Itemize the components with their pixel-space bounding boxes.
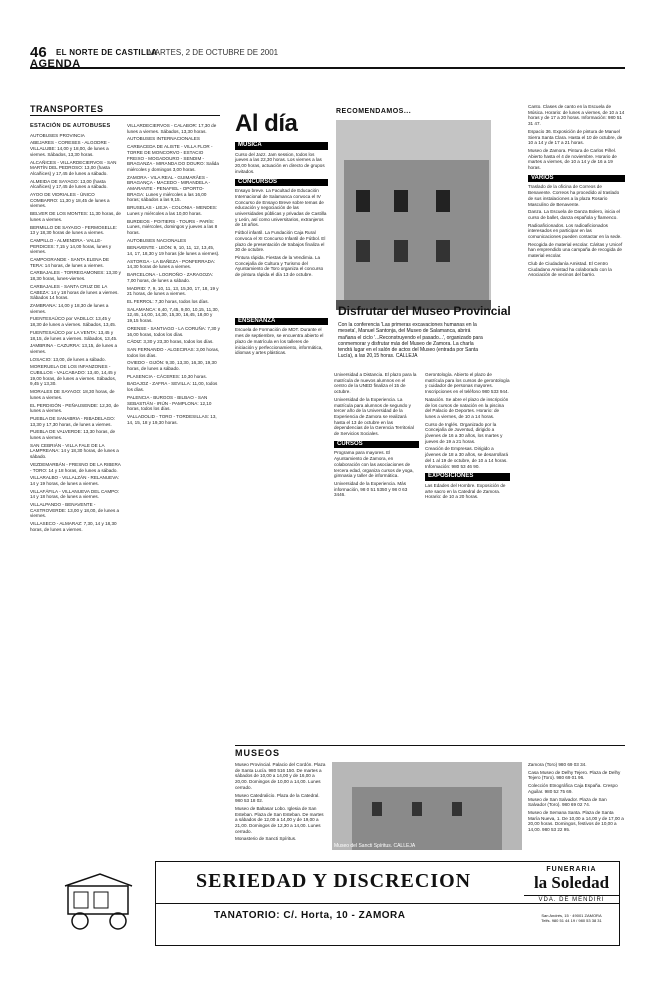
transportes-column-2 <box>127 123 220 427</box>
museo-item: Zamora (Toro) 980 69 03 34. <box>528 762 587 767</box>
transport-entry: BERMILLO DE SAYAGO - FERMOSELLE: 13 y 18,30 horas de lunes a viernes. <box>30 224 118 236</box>
transport-entry: ORENSE - SANTIAGO - LA CORUÑA: 7,30 y 16,00 horas, todos los días. <box>127 325 220 337</box>
aldia-title: Al día <box>235 110 298 137</box>
concursos-entry-1: Ensayo breve. La Facultad de Educación Internacional de Salamanca convoca el IV Concurso de Ensayo Breve sobre temas de educación y negociación de las universidades públicas y privadas de Castilla y León, así como universitarios, extranjeros de 18 años. <box>235 188 327 228</box>
hearse-icon <box>60 866 140 936</box>
transport-entry: ZAMORA - VILA REAL - GUIMARÃES - BRAGANÇA - MACEDO - MIRANDELA - AMARANTE - PENAFIEL - OPORTO-BRAGA: Lunes y miércoles a las 16,00 horas; sábados a las 9,15. <box>127 174 211 203</box>
transport-entry: VILLASECO - ALMARAZ: 7,30, 14 y 18,30 horas, de lunes a viernes. <box>30 521 117 532</box>
recomendamos-caption: Con la conferencia 'Las primeras excavaciones humanas en la meseta', Manuel Santonja, del Museo de Salamanca, abrirá mañana el ciclo '...Reconstruyendo el pasado...', organizado para conmemorar y disfrutar más del Museo de Zamora. La charla tendrá lugar en el salón de actos del Museo (entrada por Santa Lucía), a las 20,15 horas. CALLEJA <box>338 322 483 360</box>
transport-entry: VALLADOLID - TORO - TORDESILLAS: 13, 14, 15, 18 y 19,30 horas. <box>127 413 217 425</box>
transport-entry: BENAVENTE - LEÓN: 9, 10, 11, 12, 13,45, 14, 17, 18,30 y 19 horas (de lunes a viernes). <box>127 245 220 257</box>
empresas-entry: Creación de Empresas. Dirigido a jóvenes de 18 a 30 años, se desarrollará del 1 al 19 de octubre, de 10 a 14 horas. Información: 980 53 46 90. <box>425 446 508 469</box>
transport-entry: ZAMBRANA: 14,00 y 18,30 de lunes a viernes. <box>30 302 109 314</box>
transport-entry: LOSACIO: 13,00, de lunes a sábado. <box>30 356 106 362</box>
ad-brand-sub: VDA. DE MENDIRI <box>524 895 619 903</box>
funeral-ad <box>155 861 620 946</box>
experiencia-entry-2: Universidad de la Experiencia. Más información, 98 0 51 5350 y 98 0 63 3446. <box>334 480 408 498</box>
amistad-entry: Club de Ciudadanía Amistad. El Centro Ciudadano Amistad ha colaborado con la Asociación de vecinos del barrio. <box>528 260 612 278</box>
transport-entry: VILLALPANDO - BENAVENTE - CASTROVERDE: 13,00 y 18,00, de lunes a viernes. <box>30 502 120 519</box>
museo-item: Museo de San Salvador. Plaza de San Salvador (Toro). 980 69 02 74. <box>528 796 607 808</box>
ad-address: San Andrés, 15 · 49001 ZAMORA <box>541 913 602 918</box>
transportes-title-block <box>30 104 220 116</box>
ad-slogan: SERIEDAD Y DISCRECION <box>196 870 472 892</box>
category-ensenanza: ENSEÑANZA <box>235 318 328 326</box>
category-exposiciones: EXPOSICIONES <box>425 473 510 481</box>
photo-credit: CALLEJA <box>395 353 418 360</box>
museo-item: Casa Museo de Delhy Tejero. Plaza de Delhy Tejero (Toro). 980 69 01 96. <box>528 769 621 781</box>
transportes-list-2 <box>127 123 220 425</box>
transport-entry: BELVER DE LOS MONTES: 11,30 horas, de lunes a viernes. <box>30 211 121 222</box>
transport-entry: VILLAFÁFILA - VILLANUEVA DEL CAMPO: 14 y 18 horas, de lunes a viernes. <box>30 488 120 500</box>
category-cursos: CURSOS <box>334 441 419 449</box>
transportes-list <box>30 133 122 533</box>
transport-entry: AYOO DE VIDRIALES - ÚNICO COMBARRO: 11,30 y 18,45 de lunes a viernes. <box>30 192 110 209</box>
transport-entry: PLASENCIA - CÁCERES: 10,30 horas. <box>127 373 207 379</box>
museo-item: Museo de Semana Santa. Plaza de Santa María Nueva, 1. De 10,00 a 14,00 y de 17,00 a 20,00 horas. Domingos, festivos de 10,00 a 14,00. 980 53 22 95. <box>528 809 624 833</box>
museo-item: Monasterio de Sancti Spíritus. <box>235 836 297 842</box>
transport-entry: PUEBLA DE VALVERDE: 13,30 horas, de lunes a viernes. <box>30 429 116 441</box>
transport-entry: OVIEDO - GIJÓN: 9,30, 13,30, 16,30, 19,30 horas, de lunes a sábado. <box>127 360 217 372</box>
transportes-title: TRANSPORTES <box>30 104 220 116</box>
museum-building-image <box>336 120 491 310</box>
recomendamos-title: RECOMENDAMOS... <box>336 108 412 115</box>
museo-item: Museo de Baltasar Lobo. Iglesia de San Esteban. Plaza de San Esteban. De martes a sábados de 12,00 a 14,00 y de 19,00 a 21,00. Domingos de 12,30 a 14,00. Lunes cerrado. <box>235 805 324 834</box>
category-concursos: CONCURSOS <box>235 179 328 187</box>
ad-phones: Telfs. 980 51 44 19 / 980 53 38 31 <box>541 918 602 923</box>
museo-item: Museo Catedralicio. Plaza de la Catedral. 980 53 18 02. <box>235 792 320 804</box>
transport-entry: AUTOBUSES PROVINCIA <box>30 132 85 138</box>
transport-entry: EL PERDIGÓN - PEÑAUSENDE: 12,30, de lunes a viernes. <box>30 402 119 414</box>
museo-zamora-entry: Museo de Zamora. Pintura de Carlos Piñel. Abierto hasta el 4 de noviembre. Horario de martes a viernes, de 10 a 14 y de 16 a 19 horas. <box>528 147 617 171</box>
concursos-entry-3: Pintura rápida. Fiestas de la Vendimia. La Concejalía de Cultura y Turismo del Ayuntamiento de Toro organiza el concurso de pintura rápida el día 13 de octubre. <box>235 254 324 278</box>
museo-item: Colección Etnográfica Caja España. Crespo Aguilar. 980 52 75 69. <box>528 783 618 794</box>
station-label: ESTACIÓN DE AUTOBUSES <box>30 123 111 129</box>
transport-entry: ABEJARES - CORESES - ALGODRE - VILLALUBE: 14,00 y 18,00, de lunes a viernes. Sábados, 13,30 horas. <box>30 140 110 157</box>
museos-rule <box>235 745 625 746</box>
hearse-illustration <box>60 866 140 936</box>
transport-entry: VILLARALBO - VILLALZÁN - RELANUEVA: 14 y 19 horas, de lunes a viernes. <box>30 475 120 486</box>
transport-entry: EL FERROL: 7,30 horas, todos los días. <box>127 298 209 304</box>
transport-entry: JAMBRINA - CAZURRA: 13,15, de lunes a viernes. <box>30 343 118 354</box>
transport-entry: BARCELONA - LOGROÑO - ZARAGOZA: 7,00 horas, de lunes a sábado. <box>127 272 214 283</box>
ingles-entry: Curso de Inglés. Organizado por la Concejalía de Juventud, dirigido a jóvenes de 16 a 30 años, los martes y jueves de 19 a 21 horas. <box>425 421 503 444</box>
recomendamos-headline: Disfrutar del Museo Provincial <box>338 304 511 318</box>
aldia-column-4 <box>528 104 625 280</box>
ad-brand: la Soledad <box>533 873 610 892</box>
material-entry: Recogida de material escolar. Cáritas y Unicef han emprendido una campaña de recogida de material escolar. <box>528 241 623 259</box>
transport-entry: SAN CEBRIÁN - VILLA FALE DE LA LAMPREANA: 14 y 18,30 horas, de lunes a sábado. <box>30 442 119 460</box>
transport-entry: AUTOBUSES NACIONALES <box>127 237 187 243</box>
transport-entry: MADRID: 7, 9, 10, 11, 13, 15,30, 17, 18, 19 y 21 horas, de lunes a viernes. <box>127 285 219 297</box>
museos-list-right <box>528 762 625 835</box>
uned-entry: Universidad a Distancia. El plazo para la matrícula de nuevos alumnos en el centro de la UNED finaliza el 15 de octubre. <box>334 372 417 395</box>
transport-entry: PUEBLA DE SANABRIA - RIBADELAGO: 13,30 y 17,30 horas, de lunes a viernes. <box>30 415 116 427</box>
aldia-column-2 <box>334 372 419 500</box>
transport-entry: BADAJOZ - ZAFRA - SEVILLA: 11,00, todos los días. <box>127 381 218 393</box>
issue-date: MARTES, 2 DE OCTUBRE DE 2001 <box>148 48 279 57</box>
transport-entry: CAMPOGRANDE - SANTA ELENA DE TERA: 14 horas, de lunes a viernes. <box>30 257 110 268</box>
expo-entry: Las Edades del Hombre. Exposición de arte sacro en la Catedral de Zamora. Horario: de 10 a 20 horas. <box>425 482 506 500</box>
transport-entry: VEZDEMARBÁN - FRESNO DE LA RIBERA - TORO: 14 y 18 horas, de lunes a sábado. <box>30 461 121 473</box>
transport-entry: ALMEIDA DE SAYAGO: 13,00 (hasta Alcañices) y 17,45 de lunes a sábado. <box>30 178 108 190</box>
category-varios: VARIOS <box>528 175 625 183</box>
category-musica: MÚSICA <box>235 142 328 150</box>
transport-entry: PALENCIA - BURGOS - BILBAO - SAN SEBASTIÁN - IRÚN - PAMPLONA: 12,10 horas, todos los días. <box>127 394 212 412</box>
sancti-spiritus-photo <box>332 762 522 850</box>
museum-photo-caption: Museo del Sancti Spíritus. CALLEJA <box>334 842 416 849</box>
transport-entry: MORALES DE SAYAGO: 18,30 horas, de lunes a viernes. <box>30 389 115 400</box>
transport-entry: CARBAJALES - SANTA CRUZ DE LA CABEZA: 14 y 18 horas de lunes a viernes. Sábados 14 horas. <box>30 283 119 301</box>
aldia-title-block <box>235 110 297 138</box>
museos-title: MUSEOS <box>235 748 281 758</box>
transport-entry: SAN FERNANDO - ALGECIRAS: 3,00 horas, todos los días. <box>127 346 220 358</box>
museo-item: Museo Provincial. Palacio del Cordón. Plaza de Santa Lucía. 980 516 150. De martes a sábados de 10,00 a 14,00 y de 16,00 a 20,00. Domingos de 10,00 a 14,00. Lunes cerrado. <box>235 762 326 790</box>
transport-entry: FUENTESAÚCO por LA VENTA: 13,45 y 18,15, de lunes a viernes. Sábados, 13,45. <box>30 329 118 341</box>
transport-entry: CAMPILLO - ALMENDRA - VALLE-PERDICES: 7,15 y 14,00 horas, lunes y viernes. <box>30 237 112 255</box>
musica-entry: Curso del Jazz. Jam session, todos los jueves a las 22,30 horas. Los viernes a las 20,00 horas, actuación en directo de grupos invitados. <box>235 151 325 174</box>
ad-funeraria: FUNERARIA <box>546 866 597 873</box>
page-number: 46 <box>30 44 47 61</box>
header-rule <box>30 67 625 69</box>
ad-brand-block <box>524 866 619 923</box>
transport-entry: VILLARDECIERVOS - CALABOR: 17,30 de lunes a viernes. Sábados, 13,30 horas. <box>127 123 217 134</box>
transport-entry: CARBAJALES - TORREGAMONES: 13,30 y 18,30 horas, lunes-viernes. <box>30 270 121 282</box>
transport-entry: SALAMANCA: 6,40, 7,45, 9,00, 10,15, 11,30, 12,45, 14,00, 14,30, 15,30, 16,45, 18,00 y 19,15 horas. <box>127 306 219 324</box>
page-header <box>30 44 625 68</box>
danza-entry: Danza. La Escuela de Danza Bolero, inicia el curso de ballet, danza española y flamenco. <box>528 209 620 220</box>
transport-entry: ALCAÑICES - VILLARDECIERVOS - SAN MARTÍN DEL PEDROSO: 13,00 (hasta Alcañices) y 17,45 de lunes a sábado. <box>30 159 117 176</box>
transport-entry: CARBACEDA DE ALISTE - VILLA FLOR - TORRE DE MONCORVO - ESTACIO FREIXO - MOGADOURO - SENDIM - BRAGANZA - MIRANDA DO DOURO: Salida miércoles y domingos 3,00 horas. <box>127 144 219 172</box>
newspaper-name: EL NORTE DE CASTILLA <box>56 48 158 57</box>
canto-entry: Canto. Clases de canto en la Escuela de Música. Horario: de lunes a viernes, de 10 a 14 horas y de 17 a 20 horas. Información: 980 51 31 47. <box>528 104 625 127</box>
gerontologia-entry: Gerontología. Abierto el plazo de matrícula para los cursos de gerontología y cuidador de personas mayores. Inscripciones en el teléfono 980 533 944. <box>425 372 510 395</box>
ad-tanatorio: TANATORIO: C/. Horta, 10 - ZAMORA <box>214 910 406 921</box>
transport-entry: BURDEOS - POITIERS - TOURS - PARÍS: Lunes, miércoles, domingos y jueves a las 8 horas. <box>127 218 218 235</box>
transportes-column-1 <box>30 119 122 535</box>
transport-entry: FUENTESAÚCO por VADILLO: 13,45 y 18,30 de lunes a viernes. Sábados, 13,45. <box>30 316 117 328</box>
sancti-spiritus-image <box>332 762 522 850</box>
aldia-column-3 <box>425 372 510 502</box>
espacio36-entry: Espacio 36. Exposición de pintura de Manuel Sierra Santa Clara. Hasta el 10 de octubre, de 10 a 14 y de 17 a 21 horas. <box>528 128 623 146</box>
transport-entry: MORERUELA DE LOS INFANZONES - CUBILLOS - VALCABADO: 13,40, 14,45 y 19,00 horas, de lunes a viernes. Sábados, 9,45 y 13,30. <box>30 364 117 387</box>
transport-entry: BRUSELAS - LIEJA - COLONIA - MENDES: Lunes y miércoles a las 10,00 horas. <box>127 205 218 216</box>
radio-entry: Radioaficionados. Los radioaficionados interesados en participar en las comunicaciones pueden contactar en la sede. <box>528 222 622 240</box>
experiencia-entry: Universidad de la Experiencia. La matrícula para alumnos de segundo y tercer año de la Universidad de la Experiencia de Zamora se realizará hasta el 13 de octubre en las dependencias de la Gerencia Territorial de Servicios Sociales. <box>334 396 414 437</box>
ensenanza-entry: Escuela de Formación de MDT. Durante el mes de septiembre, se encuentra abierto el plazo de matrícula en los talleres de iniciación y perfeccionamiento, informática, idiomas y artes plásticas. <box>235 327 324 356</box>
section-title: AGENDA <box>30 58 81 70</box>
transport-entry: ASTORGA - LA BAÑEZA - PONFERRADA: 14,30 horas de lunes a viernes. <box>127 258 216 270</box>
transport-entry: CÁDIZ: 3,30 y 23,30 horas, todos los días. <box>127 339 214 345</box>
natacion-entry: Natación. Se abre el plazo de inscripción de los cursos de natación en la piscina del Palacio de Deportes. Horario: de lunes a viernes, de 10 a 14 horas. <box>425 396 509 419</box>
concursos-entry-2: Fútbol infantil. La Fundación Caja Rural convoca el XI Concurso Infantil de Fútbol. El plazo de presentación de trabajos finaliza el 30 de octubre. <box>235 230 326 253</box>
transport-entry: AUTOBUSES INTERNACIONALES <box>127 136 200 142</box>
museum-photo <box>336 120 491 310</box>
museos-list <box>235 762 327 844</box>
mayores-entry: Programa para mayores. El Ayuntamiento de Zamora, en colaboración con las asociaciones de tercera edad, organiza cursos de yoga, gimnasia y taller de informática. <box>334 450 414 479</box>
aldia-column-1 <box>235 138 328 358</box>
correos-entry: Traslado de la oficina de Correos de Benavente. Correos ha procedido al traslado de sus instalaciones a la plaza Rosario Masculino de Benavente. <box>528 184 620 207</box>
